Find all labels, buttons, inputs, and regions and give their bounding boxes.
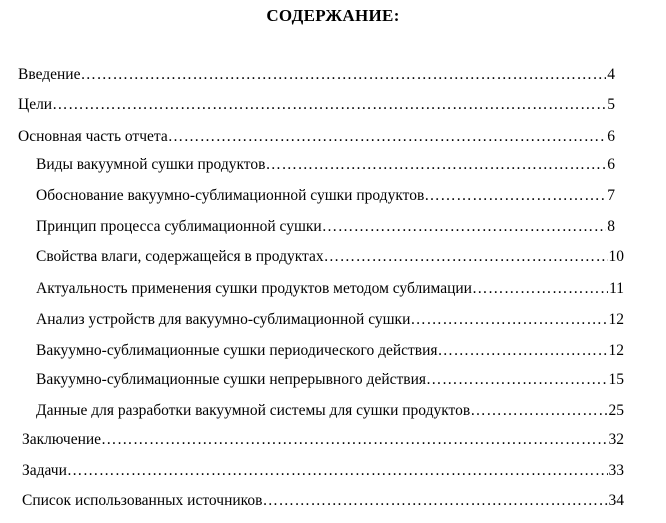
toc-entry-title: Свойства влаги, содержащейся в продуктах: [36, 248, 324, 265]
toc-leader-dots: [438, 340, 608, 362]
toc-leader-dots: [322, 216, 607, 238]
toc-leader-dots: [324, 246, 608, 268]
toc-entry-tasks: [22, 460, 624, 482]
toc-page-number: 12: [608, 342, 624, 359]
toc-heading: СОДЕРЖАНИЕ:: [266, 6, 400, 25]
toc-page-number: 34: [608, 492, 624, 509]
toc-page-number: 15: [608, 371, 624, 388]
toc-page-number: 6: [607, 128, 615, 145]
toc-page-number: 7: [607, 187, 615, 204]
toc-entry-references: [22, 490, 624, 512]
toc-page-number: 12: [608, 311, 624, 328]
toc-entry-batch-dryers: [36, 340, 624, 362]
toc-entry-introduction: [18, 64, 615, 86]
toc-leader-dots: [470, 400, 607, 422]
toc-leader-dots: [265, 154, 606, 176]
toc-entry-goals: [18, 94, 615, 116]
toc-leader-dots: [52, 94, 606, 116]
toc-entry-conclusion: [22, 429, 624, 451]
toc-leader-dots: [472, 278, 608, 300]
toc-entry-title: Принцип процесса сублимационной сушки: [36, 218, 322, 235]
toc-entry-title: Вакуумно-сублимационные сушки непрерывного действия: [36, 371, 427, 388]
toc-page-number: 5: [607, 96, 615, 113]
toc-leader-dots: [426, 369, 607, 391]
toc-entry-vacuum-drying-types: [36, 154, 615, 176]
toc-page-number: 8: [607, 218, 615, 235]
toc-page-number: 4: [607, 66, 615, 83]
toc-page-number: 33: [608, 462, 624, 479]
toc-leader-dots: [67, 460, 608, 482]
toc-leader-dots: [262, 490, 607, 512]
toc-leader-dots: [101, 429, 607, 451]
toc-entry-relevance: [36, 278, 624, 300]
toc-leader-dots: [424, 185, 606, 207]
toc-leader-dots: [410, 309, 607, 331]
toc-entry-title: Основная часть отчета: [18, 128, 168, 145]
toc-entry-title: Анализ устройств для вакуумно-сублимационной сушки: [36, 311, 411, 328]
toc-page-number: 32: [608, 431, 624, 448]
toc-entry-title: Задачи: [22, 462, 67, 479]
toc-entry-title: Введение: [18, 66, 81, 83]
toc-entry-title: Вакуумно-сублимационные сушки периодического действия: [36, 342, 438, 359]
toc-entry-moisture-properties: [36, 246, 624, 268]
toc-entry-title: Данные для разработки вакуумной системы для сушки продуктов: [36, 402, 471, 419]
toc-page-number: 6: [607, 156, 615, 173]
toc-entry-title: Цели: [18, 96, 53, 113]
toc-entry-continuous-dryers: [36, 369, 624, 391]
toc-page-number: 10: [608, 248, 624, 265]
toc-entry-title: Заключение: [22, 431, 102, 448]
toc-entry-title: Актуальность применения сушки продуктов методом сублимации: [36, 280, 472, 297]
toc-entry-design-data: [36, 400, 624, 422]
toc-entry-device-analysis: [36, 309, 624, 331]
toc-entry-title: Обоснование вакуумно-сублимационной сушки продуктов: [36, 187, 425, 204]
toc-entry-title: Список использованных источников: [22, 492, 263, 509]
toc-page-number: 11: [609, 280, 624, 297]
toc-page-number: 25: [608, 402, 624, 419]
toc-entry-justification: [36, 185, 615, 207]
toc-entry-sublimation-principle: [36, 216, 615, 238]
toc-entry-title: Виды вакуумной сушки продуктов: [36, 156, 266, 173]
toc-leader-dots: [80, 64, 606, 86]
toc-leader-dots: [168, 126, 607, 148]
toc-entry-main-part: [18, 126, 615, 148]
